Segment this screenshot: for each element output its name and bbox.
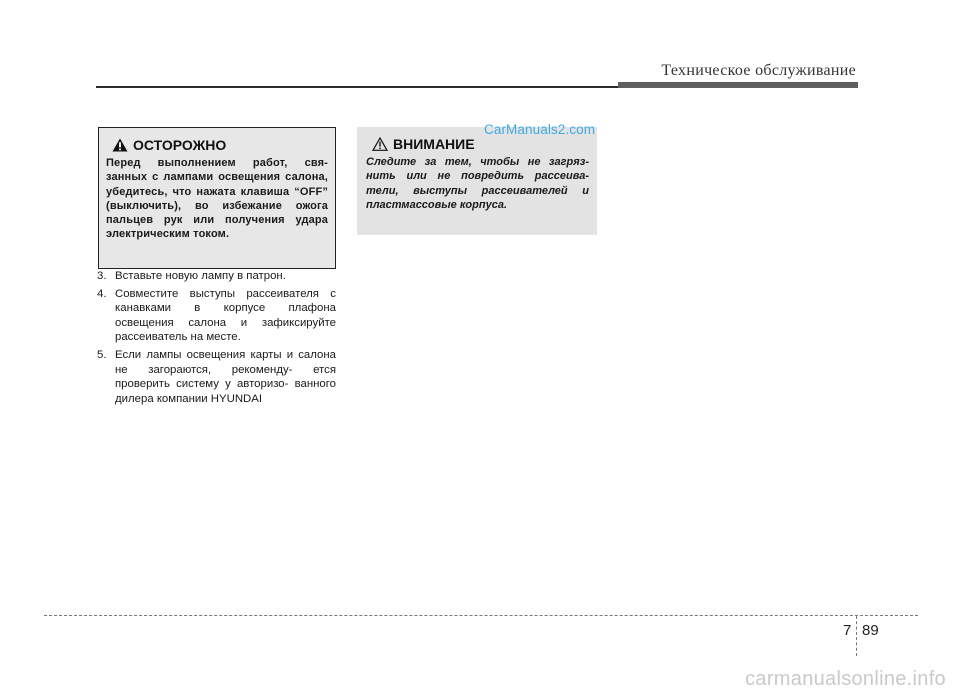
steps-list xyxy=(97,269,336,409)
warning-outline-triangle-icon xyxy=(372,137,388,151)
caution-heading: ВНИМАНИЕ xyxy=(393,136,475,152)
step-number: 3. xyxy=(97,270,107,282)
header-rule xyxy=(96,86,618,88)
caution-heading-row xyxy=(372,136,589,152)
section-title: Техническое обслуживание xyxy=(661,62,856,79)
warning-body: Перед выполнением работ, свя- занных с лампами освещения салона, убедитесь, что нажата клавиша “OFF” (выключить), во избежание ожога пальцев рук или получения удара электрическим током. xyxy=(106,157,328,241)
warning-box xyxy=(98,127,336,269)
list-item xyxy=(97,269,336,284)
step-number: 4. xyxy=(97,287,107,300)
footer-divider xyxy=(856,616,857,656)
footer-site-link[interactable]: carmanualsonline.info xyxy=(745,668,946,690)
caution-box xyxy=(357,127,597,235)
header-rule-accent xyxy=(618,82,858,88)
step-text: Совместите выступы рассеивателя с канавками в корпусе плафона освещения салона и зафиксируйте рассеиватель на месте. xyxy=(115,287,336,344)
footer-rule xyxy=(44,615,918,616)
page-number: 89 xyxy=(862,622,879,639)
warning-heading-row xyxy=(112,137,328,153)
list-item xyxy=(97,287,336,345)
chapter-number: 7 xyxy=(843,622,852,639)
watermark-logo[interactable]: CarManuals2.com xyxy=(484,122,596,137)
step-text: Если лампы освещения карты и салона не загораются, рекоменду- ется проверить систему у авторизо- ванного дилера компании HYUNDAI xyxy=(115,348,336,405)
list-item xyxy=(97,348,336,406)
step-text: Вставьте новую лампу в патрон. xyxy=(115,270,286,282)
step-number: 5. xyxy=(97,348,107,361)
warning-heading: ОСТОРОЖНО xyxy=(133,137,227,153)
caution-body: Следите за тем, чтобы не загряз- нить или не повредить рассеива- тели, выступы рассеивателей и пластмассовые корпуса. xyxy=(366,156,589,211)
warning-filled-triangle-icon xyxy=(112,138,128,152)
